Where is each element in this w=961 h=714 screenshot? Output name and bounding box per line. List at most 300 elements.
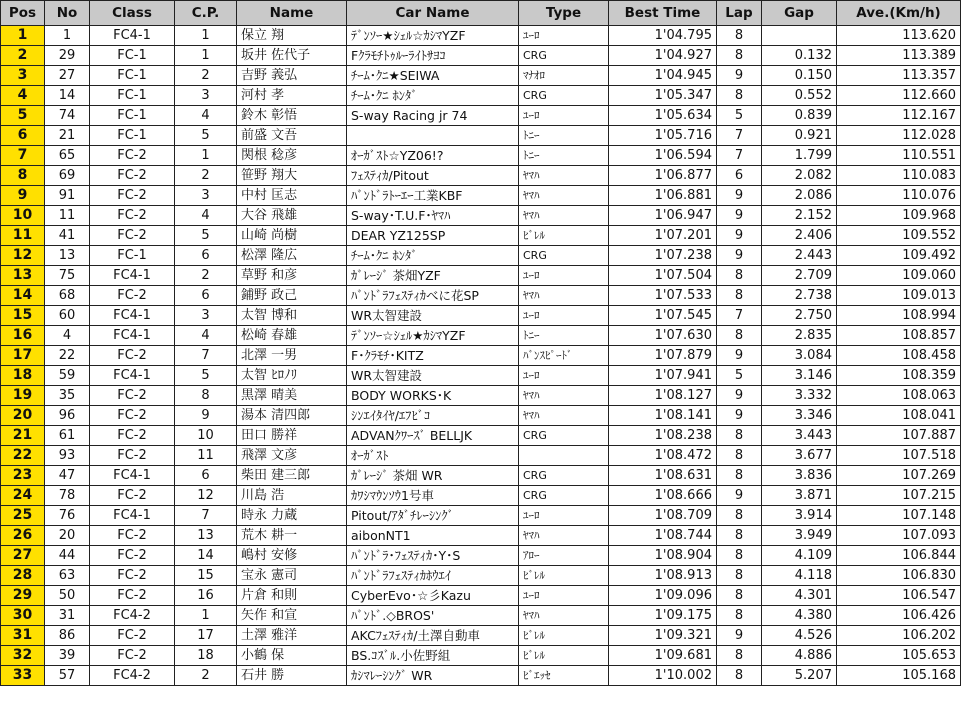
- cell-cp: 2: [175, 166, 237, 186]
- cell-class: FC4-1: [90, 306, 175, 326]
- cell-cp: 5: [175, 366, 237, 386]
- cell-best-time: 1'07.941: [609, 366, 717, 386]
- cell-class: FC-2: [90, 346, 175, 366]
- cell-gap: 2.082: [762, 166, 837, 186]
- cell-pos: 11: [1, 226, 45, 246]
- table-row: [1, 646, 961, 666]
- cell-car-name: ｶｼﾏﾚｰｼﾝｸﾞ WR: [347, 666, 519, 686]
- cell-lap: 8: [717, 526, 762, 546]
- cell-car-name: ﾊﾞﾝﾄﾞ.◇BROS': [347, 606, 519, 626]
- cell-no: 57: [45, 666, 90, 686]
- cell-cp: 18: [175, 646, 237, 666]
- cell-no: 41: [45, 226, 90, 246]
- cell-car-name: S-way･T.U.F･ﾔﾏﾊ: [347, 206, 519, 226]
- cell-average-speed: 108.857: [837, 326, 961, 346]
- cell-no: 68: [45, 286, 90, 306]
- cell-no: 29: [45, 46, 90, 66]
- cell-car-name: S-way Racing jr 74: [347, 106, 519, 126]
- cell-cp: 4: [175, 206, 237, 226]
- cell-lap: 8: [717, 466, 762, 486]
- cell-no: 63: [45, 566, 90, 586]
- cell-cp: 2: [175, 66, 237, 86]
- header-lap: Lap: [717, 1, 762, 26]
- header-car-name: Car Name: [347, 1, 519, 26]
- cell-no: 44: [45, 546, 90, 566]
- cell-name: 前盛 文吾: [237, 126, 347, 146]
- header-pos: Pos: [1, 1, 45, 26]
- cell-cp: 5: [175, 226, 237, 246]
- cell-car-name: Fｸﾗﾓﾁﾄｩﾙｰﾗｲﾄｻﾖｺ: [347, 46, 519, 66]
- cell-class: FC-2: [90, 526, 175, 546]
- cell-best-time: 1'08.238: [609, 426, 717, 446]
- cell-no: 50: [45, 586, 90, 606]
- cell-average-speed: 110.076: [837, 186, 961, 206]
- cell-pos: 18: [1, 366, 45, 386]
- cell-name: 松澤 隆広: [237, 246, 347, 266]
- cell-no: 76: [45, 506, 90, 526]
- cell-cp: 17: [175, 626, 237, 646]
- cell-type: ﾔﾏﾊ: [519, 406, 609, 426]
- table-row: [1, 146, 961, 166]
- cell-gap: 4.301: [762, 586, 837, 606]
- table-row: [1, 346, 961, 366]
- cell-average-speed: 108.458: [837, 346, 961, 366]
- cell-best-time: 1'08.666: [609, 486, 717, 506]
- cell-type: ﾋﾞﾚﾙ: [519, 626, 609, 646]
- cell-gap: 3.084: [762, 346, 837, 366]
- cell-average-speed: 113.389: [837, 46, 961, 66]
- cell-car-name: Pitout/ｱﾀﾞﾁﾚｰｼﾝｸﾞ: [347, 506, 519, 526]
- cell-type: ﾔﾏﾊ: [519, 286, 609, 306]
- cell-average-speed: 108.359: [837, 366, 961, 386]
- cell-gap: 3.346: [762, 406, 837, 426]
- cell-pos: 16: [1, 326, 45, 346]
- cell-gap: 3.914: [762, 506, 837, 526]
- cell-car-name: aibonNT1: [347, 526, 519, 546]
- cell-class: FC-2: [90, 146, 175, 166]
- cell-cp: 2: [175, 666, 237, 686]
- cell-cp: 2: [175, 266, 237, 286]
- table-row: [1, 566, 961, 586]
- cell-gap: 2.750: [762, 306, 837, 326]
- cell-cp: 13: [175, 526, 237, 546]
- cell-class: FC-1: [90, 66, 175, 86]
- cell-car-name: ｶﾞﾚｰｼﾞ 茶畑YZF: [347, 266, 519, 286]
- cell-gap: 2.086: [762, 186, 837, 206]
- cell-no: 21: [45, 126, 90, 146]
- cell-name: 坂井 佐代子: [237, 46, 347, 66]
- cell-car-name: ﾊﾞﾝﾄﾞﾗﾄｰｴｰ工業KBF: [347, 186, 519, 206]
- cell-average-speed: 112.028: [837, 126, 961, 146]
- cell-cp: 12: [175, 486, 237, 506]
- cell-best-time: 1'08.127: [609, 386, 717, 406]
- cell-name: 鋪野 政己: [237, 286, 347, 306]
- cell-average-speed: 107.093: [837, 526, 961, 546]
- cell-type: ﾊﾞﾝｽﾋﾟｰﾄﾞ: [519, 346, 609, 366]
- cell-type: ﾕｰﾛ: [519, 586, 609, 606]
- cell-type: ﾕｰﾛ: [519, 106, 609, 126]
- cell-lap: 9: [717, 226, 762, 246]
- header-row: [1, 1, 961, 26]
- cell-no: 75: [45, 266, 90, 286]
- header-class: Class: [90, 1, 175, 26]
- cell-gap: 3.332: [762, 386, 837, 406]
- cell-best-time: 1'04.945: [609, 66, 717, 86]
- cell-pos: 8: [1, 166, 45, 186]
- cell-gap: 4.118: [762, 566, 837, 586]
- cell-class: FC4-2: [90, 606, 175, 626]
- cell-pos: 22: [1, 446, 45, 466]
- cell-lap: 8: [717, 266, 762, 286]
- cell-type: ﾄﾆｰ: [519, 146, 609, 166]
- cell-best-time: 1'08.631: [609, 466, 717, 486]
- cell-best-time: 1'05.347: [609, 86, 717, 106]
- cell-no: 4: [45, 326, 90, 346]
- cell-average-speed: 108.994: [837, 306, 961, 326]
- table-row: [1, 226, 961, 246]
- cell-lap: 9: [717, 486, 762, 506]
- table-row: [1, 606, 961, 626]
- header-average-speed: Ave.(Km/h): [837, 1, 961, 26]
- table-row: [1, 486, 961, 506]
- cell-best-time: 1'06.877: [609, 166, 717, 186]
- cell-best-time: 1'09.321: [609, 626, 717, 646]
- cell-class: FC-2: [90, 166, 175, 186]
- cell-name: 田口 勝祥: [237, 426, 347, 446]
- cell-best-time: 1'07.879: [609, 346, 717, 366]
- cell-no: 1: [45, 26, 90, 46]
- cell-lap: 5: [717, 366, 762, 386]
- cell-average-speed: 108.063: [837, 386, 961, 406]
- cell-pos: 17: [1, 346, 45, 366]
- cell-car-name: ｼﾝｴｲﾀｲﾔ/ｴﾌﾋﾞｺ: [347, 406, 519, 426]
- cell-no: 35: [45, 386, 90, 406]
- cell-class: FC-2: [90, 426, 175, 446]
- cell-pos: 23: [1, 466, 45, 486]
- cell-type: ﾔﾏﾊ: [519, 166, 609, 186]
- cell-class: FC-2: [90, 586, 175, 606]
- cell-name: 宝永 憲司: [237, 566, 347, 586]
- cell-lap: 9: [717, 386, 762, 406]
- cell-type: ﾔﾏﾊ: [519, 186, 609, 206]
- cell-no: 69: [45, 166, 90, 186]
- cell-average-speed: 106.202: [837, 626, 961, 646]
- cell-gap: 1.799: [762, 146, 837, 166]
- cell-class: FC4-2: [90, 666, 175, 686]
- cell-type: ﾔﾏﾊ: [519, 526, 609, 546]
- cell-name: 吉野 義弘: [237, 66, 347, 86]
- cell-cp: 11: [175, 446, 237, 466]
- cell-type: CRG: [519, 486, 609, 506]
- cell-gap: 3.146: [762, 366, 837, 386]
- cell-average-speed: 112.167: [837, 106, 961, 126]
- cell-no: 61: [45, 426, 90, 446]
- cell-lap: 8: [717, 326, 762, 346]
- cell-gap: 2.738: [762, 286, 837, 306]
- cell-pos: 14: [1, 286, 45, 306]
- cell-type: ﾋﾞｴｯｾ: [519, 666, 609, 686]
- table-row: [1, 46, 961, 66]
- cell-cp: 15: [175, 566, 237, 586]
- cell-class: FC-1: [90, 246, 175, 266]
- cell-gap: 3.836: [762, 466, 837, 486]
- cell-lap: 8: [717, 586, 762, 606]
- cell-class: FC4-1: [90, 366, 175, 386]
- cell-lap: 9: [717, 66, 762, 86]
- cell-cp: 14: [175, 546, 237, 566]
- cell-average-speed: 113.357: [837, 66, 961, 86]
- cell-cp: 1: [175, 46, 237, 66]
- cell-best-time: 1'08.709: [609, 506, 717, 526]
- cell-gap: 3.443: [762, 426, 837, 446]
- cell-best-time: 1'07.545: [609, 306, 717, 326]
- cell-cp: 4: [175, 326, 237, 346]
- cell-car-name: ﾃﾞﾝｿｰ☆ｼｪﾙ★ｶｼﾏYZF: [347, 326, 519, 346]
- cell-type: [519, 446, 609, 466]
- cell-car-name: AKCﾌｪｽﾃｨｶ/土澤自動車: [347, 626, 519, 646]
- cell-name: 太智 博和: [237, 306, 347, 326]
- cell-type: ﾄﾆｰ: [519, 126, 609, 146]
- cell-cp: 4: [175, 106, 237, 126]
- cell-gap: 2.406: [762, 226, 837, 246]
- cell-cp: 1: [175, 26, 237, 46]
- cell-best-time: 1'08.472: [609, 446, 717, 466]
- cell-lap: 7: [717, 126, 762, 146]
- cell-class: FC4-1: [90, 26, 175, 46]
- cell-lap: 9: [717, 246, 762, 266]
- table-row: [1, 506, 961, 526]
- cell-no: 27: [45, 66, 90, 86]
- cell-no: 96: [45, 406, 90, 426]
- cell-pos: 24: [1, 486, 45, 506]
- cell-car-name: ｶﾞﾚｰｼﾞ 茶畑 WR: [347, 466, 519, 486]
- header-name: Name: [237, 1, 347, 26]
- cell-lap: 8: [717, 46, 762, 66]
- cell-name: 嶋村 安修: [237, 546, 347, 566]
- cell-car-name: ﾁｰﾑ･ｸﾆ ﾎﾝﾀﾞ: [347, 246, 519, 266]
- cell-pos: 28: [1, 566, 45, 586]
- cell-type: ﾋﾞﾚﾙ: [519, 566, 609, 586]
- cell-car-name: WR太智建設: [347, 366, 519, 386]
- cell-best-time: 1'06.594: [609, 146, 717, 166]
- cell-car-name: ﾊﾞﾝﾄﾞﾗﾌｪｽﾃｨｶべに花SP: [347, 286, 519, 306]
- cell-type: CRG: [519, 246, 609, 266]
- cell-lap: 9: [717, 206, 762, 226]
- cell-best-time: 1'10.002: [609, 666, 717, 686]
- cell-average-speed: 107.215: [837, 486, 961, 506]
- cell-average-speed: 109.060: [837, 266, 961, 286]
- cell-gap: 2.152: [762, 206, 837, 226]
- cell-cp: 5: [175, 126, 237, 146]
- cell-average-speed: 109.492: [837, 246, 961, 266]
- cell-lap: 8: [717, 86, 762, 106]
- cell-name: 川島 浩: [237, 486, 347, 506]
- cell-no: 93: [45, 446, 90, 466]
- cell-average-speed: 106.830: [837, 566, 961, 586]
- cell-car-name: CyberEvo･☆彡Kazu: [347, 586, 519, 606]
- cell-name: 土澤 雅洋: [237, 626, 347, 646]
- cell-average-speed: 105.653: [837, 646, 961, 666]
- cell-gap: 0.921: [762, 126, 837, 146]
- cell-average-speed: 109.013: [837, 286, 961, 306]
- cell-average-speed: 110.083: [837, 166, 961, 186]
- cell-class: FC-1: [90, 106, 175, 126]
- cell-name: 小鶴 保: [237, 646, 347, 666]
- cell-cp: 6: [175, 246, 237, 266]
- cell-name: 荒木 耕一: [237, 526, 347, 546]
- header-best-time: Best Time: [609, 1, 717, 26]
- cell-car-name: WR太智建設: [347, 306, 519, 326]
- cell-no: 74: [45, 106, 90, 126]
- cell-no: 60: [45, 306, 90, 326]
- cell-cp: 3: [175, 306, 237, 326]
- cell-name: 時永 力蔵: [237, 506, 347, 526]
- cell-no: 47: [45, 466, 90, 486]
- cell-type: ﾋﾞﾚﾙ: [519, 226, 609, 246]
- cell-type: ﾕｰﾛ: [519, 26, 609, 46]
- cell-pos: 9: [1, 186, 45, 206]
- cell-cp: 3: [175, 186, 237, 206]
- cell-class: FC-2: [90, 406, 175, 426]
- header-type: Type: [519, 1, 609, 26]
- cell-average-speed: 107.148: [837, 506, 961, 526]
- cell-type: ｱﾛｰ: [519, 546, 609, 566]
- cell-gap: 5.207: [762, 666, 837, 686]
- cell-no: 78: [45, 486, 90, 506]
- cell-pos: 12: [1, 246, 45, 266]
- cell-cp: 16: [175, 586, 237, 606]
- cell-best-time: 1'09.096: [609, 586, 717, 606]
- cell-name: 松崎 春雄: [237, 326, 347, 346]
- cell-lap: 7: [717, 306, 762, 326]
- table-row: [1, 266, 961, 286]
- cell-cp: 6: [175, 286, 237, 306]
- table-header: [1, 1, 961, 26]
- cell-cp: 3: [175, 86, 237, 106]
- header-no: No: [45, 1, 90, 26]
- table-row: [1, 246, 961, 266]
- cell-class: FC-2: [90, 206, 175, 226]
- cell-pos: 21: [1, 426, 45, 446]
- cell-name: 笹野 翔大: [237, 166, 347, 186]
- cell-pos: 4: [1, 86, 45, 106]
- cell-gap: 3.677: [762, 446, 837, 466]
- cell-car-name: BODY WORKS･K: [347, 386, 519, 406]
- table-row: [1, 366, 961, 386]
- cell-car-name: ﾊﾞﾝﾄﾞﾗ･ﾌｪｽﾃｨｶ･Y･S: [347, 546, 519, 566]
- cell-gap: 3.871: [762, 486, 837, 506]
- cell-car-name: ｶﾜｼﾏｳﾝｿｳ1号車: [347, 486, 519, 506]
- table-row: [1, 526, 961, 546]
- cell-no: 31: [45, 606, 90, 626]
- cell-car-name: ｵｰｶﾞｽﾄ: [347, 446, 519, 466]
- cell-car-name: ｵｰｶﾞｽﾄ☆YZ06!?: [347, 146, 519, 166]
- cell-average-speed: 106.547: [837, 586, 961, 606]
- cell-type: ﾕｰﾛ: [519, 266, 609, 286]
- cell-average-speed: 109.968: [837, 206, 961, 226]
- header-cp: C.P.: [175, 1, 237, 26]
- cell-class: FC4-1: [90, 506, 175, 526]
- cell-gap: 4.526: [762, 626, 837, 646]
- cell-no: 13: [45, 246, 90, 266]
- cell-type: ﾏﾅｵﾛ: [519, 66, 609, 86]
- cell-no: 65: [45, 146, 90, 166]
- cell-gap: 0.132: [762, 46, 837, 66]
- cell-gap: 0.150: [762, 66, 837, 86]
- cell-best-time: 1'07.201: [609, 226, 717, 246]
- cell-gap: 2.443: [762, 246, 837, 266]
- table-row: [1, 86, 961, 106]
- cell-best-time: 1'08.904: [609, 546, 717, 566]
- cell-no: 14: [45, 86, 90, 106]
- cell-best-time: 1'07.630: [609, 326, 717, 346]
- cell-lap: 8: [717, 546, 762, 566]
- cell-best-time: 1'08.141: [609, 406, 717, 426]
- cell-gap: 0.839: [762, 106, 837, 126]
- table-row: [1, 26, 961, 46]
- table-row: [1, 386, 961, 406]
- cell-lap: 8: [717, 426, 762, 446]
- cell-gap: 4.886: [762, 646, 837, 666]
- cell-name: 北澤 一男: [237, 346, 347, 366]
- cell-lap: 9: [717, 406, 762, 426]
- table-row: [1, 666, 961, 686]
- cell-type: CRG: [519, 426, 609, 446]
- cell-name: 大谷 飛雄: [237, 206, 347, 226]
- cell-car-name: F･ｸﾗﾓﾁ･KITZ: [347, 346, 519, 366]
- table-body: [1, 26, 961, 686]
- cell-lap: 8: [717, 446, 762, 466]
- cell-average-speed: 110.551: [837, 146, 961, 166]
- cell-pos: 25: [1, 506, 45, 526]
- table-row: [1, 406, 961, 426]
- cell-lap: 8: [717, 606, 762, 626]
- cell-no: 20: [45, 526, 90, 546]
- cell-no: 86: [45, 626, 90, 646]
- cell-name: 太智 ﾋﾛﾉﾘ: [237, 366, 347, 386]
- cell-average-speed: 106.844: [837, 546, 961, 566]
- cell-gap: 0.552: [762, 86, 837, 106]
- cell-pos: 15: [1, 306, 45, 326]
- cell-average-speed: 109.552: [837, 226, 961, 246]
- cell-class: FC-2: [90, 386, 175, 406]
- cell-lap: 7: [717, 146, 762, 166]
- cell-pos: 6: [1, 126, 45, 146]
- cell-name: 草野 和彦: [237, 266, 347, 286]
- cell-average-speed: 105.168: [837, 666, 961, 686]
- cell-car-name: [347, 126, 519, 146]
- cell-name: 黒澤 晴美: [237, 386, 347, 406]
- cell-lap: 8: [717, 506, 762, 526]
- cell-type: CRG: [519, 86, 609, 106]
- cell-type: ﾋﾞﾚﾙ: [519, 646, 609, 666]
- cell-type: CRG: [519, 46, 609, 66]
- cell-pos: 20: [1, 406, 45, 426]
- cell-type: ﾕｰﾛ: [519, 506, 609, 526]
- table-row: [1, 426, 961, 446]
- cell-average-speed: 107.518: [837, 446, 961, 466]
- cell-pos: 5: [1, 106, 45, 126]
- table-row: [1, 186, 961, 206]
- cell-class: FC-2: [90, 446, 175, 466]
- cell-lap: 9: [717, 626, 762, 646]
- table-row: [1, 206, 961, 226]
- cell-best-time: 1'04.795: [609, 26, 717, 46]
- cell-average-speed: 112.660: [837, 86, 961, 106]
- cell-no: 59: [45, 366, 90, 386]
- cell-best-time: 1'07.504: [609, 266, 717, 286]
- cell-pos: 2: [1, 46, 45, 66]
